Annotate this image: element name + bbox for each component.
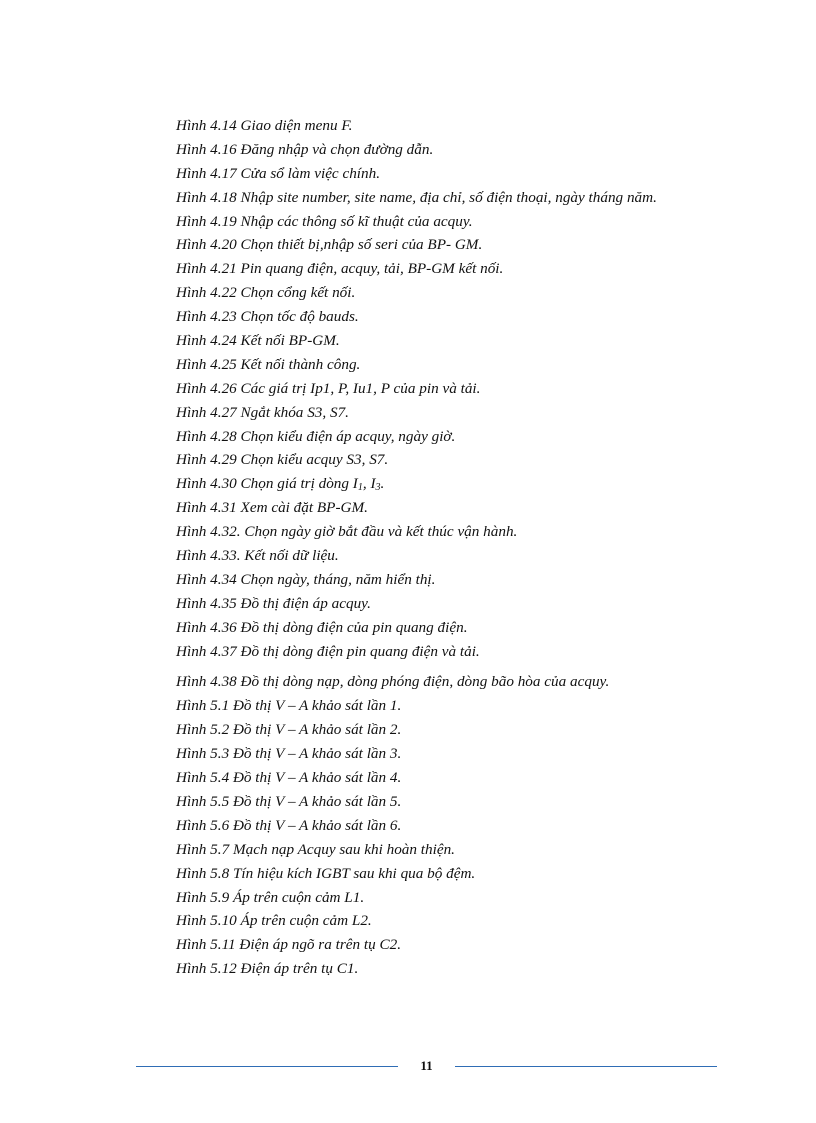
figure-list [176,114,776,981]
figure-entry: Hình 4.26 Các giá trị Ip1, P, Iu1, P của pin và tải. [176,379,481,397]
figure-entry: Hình 4.34 Chọn ngày, tháng, năm hiển thị. [176,570,436,588]
figure-entry: Hình 4.22 Chọn cổng kết nối. [176,284,356,302]
figure-entry: Hình 4.16 Đăng nhập và chọn đường dẫn. [176,140,434,158]
figure-entry: Hình 5.1 Đồ thị V – A khảo sát lần 1. [176,697,402,715]
figure-entry: Hình 5.10 Áp trên cuộn cảm L2. [176,912,372,930]
figure-entry: Hình 4.33. Kết nối dữ liệu. [176,547,339,565]
figure-entry: Hình 5.6 Đồ thị V – A khảo sát lần 6. [176,816,402,834]
footer-divider-right [455,1066,717,1067]
figure-entry: Hình 4.36 Đồ thị dòng điện của pin quang điện. [176,618,468,636]
figure-entry: Hình 4.32. Chọn ngày giờ bắt đầu và kết thúc vận hành. [176,523,518,541]
figure-entry: Hình 4.35 Đồ thị điện áp acquy. [176,594,371,612]
figure-entry: Hình 5.5 Đồ thị V – A khảo sát lần 5. [176,792,402,810]
figure-entry [176,472,776,496]
figure-entry: Hình 4.24 Kết nối BP-GM. [176,332,340,350]
figure-entry: Hình 4.14 Giao diện menu F. [176,117,353,134]
page-footer [0,1056,816,1080]
page-number: 11 [420,1058,433,1073]
figure-entry: Hình 4.25 Kết nối thành công. [176,355,361,373]
figure-entry: Hình 4.31 Xem cài đặt BP-GM. [176,499,368,517]
figure-entry-text: , I [362,475,376,493]
figure-entry: Hình 4.21 Pin quang điện, acquy, tải, BP-GM kết nối. [176,260,504,278]
figure-entry: Hình 4.18 Nhập site number, site name, địa chỉ, số điện thoại, ngày tháng năm. [176,188,657,206]
figure-entry: Hình 4.17 Cửa sổ làm việc chính. [176,164,381,182]
figure-entry: Hình 5.3 Đồ thị V – A khảo sát lần 3. [176,745,402,763]
footer-divider-left [136,1066,398,1067]
figure-entry: Hình 5.9 Áp trên cuộn cảm L1. [176,888,365,906]
subscript-3: 3 [375,482,381,494]
figure-entry: Hình 4.38 Đồ thị dòng nạp, dòng phóng điện, dòng bão hòa của acquy. [176,673,610,691]
figure-entry: Hình 4.23 Chọn tốc độ bauds. [176,308,359,326]
figure-entry: Hình 4.20 Chọn thiết bị,nhập số seri của BP- GM. [176,236,483,254]
figure-entry: Hình 4.29 Chọn kiểu acquy S3, S7. [176,451,389,469]
figure-entry: Hình 4.28 Chọn kiểu điện áp acquy, ngày giờ. [176,427,456,445]
subscript-1: 1 [357,482,363,494]
figure-entry: Hình 5.8 Tín hiệu kích IGBT sau khi qua bộ đệm. [176,864,476,882]
figure-entry: Hình 4.19 Nhập các thông số kĩ thuật của acquy. [176,212,473,230]
figure-entry: Hình 5.7 Mạch nạp Acquy sau khi hoàn thiện. [176,840,455,858]
figure-entry-text: . [380,475,385,493]
figure-entry: Hình 5.4 Đồ thị V – A khảo sát lần 4. [176,769,402,787]
figure-entry-text: Hình 4.30 Chọn giá trị dòng I [176,475,358,493]
figure-entry: Hình 5.2 Đồ thị V – A khảo sát lần 2. [176,721,402,739]
figure-entry: Hình 5.11 Điện áp ngõ ra trên tụ C2. [176,936,401,954]
figure-entry: Hình 5.12 Điện áp trên tụ C1. [176,960,359,978]
figure-entry: Hình 4.27 Ngắt khóa S3, S7. [176,403,349,421]
figure-entry: Hình 4.37 Đồ thị dòng điện pin quang điện và tải. [176,642,480,660]
